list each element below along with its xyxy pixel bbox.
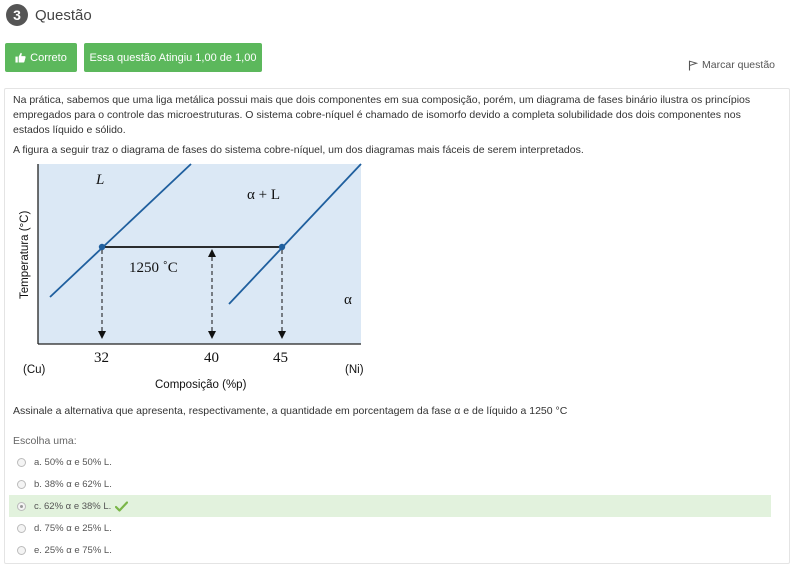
option-c[interactable] bbox=[9, 495, 771, 517]
tick-45: 45 bbox=[273, 350, 288, 366]
option-e[interactable] bbox=[9, 539, 771, 561]
tie-point-left bbox=[99, 244, 105, 250]
option-d[interactable] bbox=[9, 517, 771, 539]
x-axis-label: Composição (%p) bbox=[155, 379, 247, 391]
intro-paragraph: Na prática, sabemos que uma liga metálica possui mais que dois componentes em sua composição, porém, um diagrama de fases binário ilustra os princípios empregados para o controle das microestruturas. O sistema cobre-níquel é chamado de isomorfo devido a completa solubilidade dos dois componentes nos estados líquido e sólido. bbox=[13, 94, 751, 136]
option-a[interactable] bbox=[9, 451, 771, 473]
option-a-radio[interactable] bbox=[17, 458, 26, 467]
option-b[interactable] bbox=[9, 473, 771, 495]
option-c-radio[interactable] bbox=[17, 502, 26, 511]
phase-diagram bbox=[5, 159, 385, 394]
option-b-label: b. 38% α e 62% L. bbox=[34, 478, 112, 490]
label-liquid: L bbox=[96, 172, 105, 188]
option-d-radio[interactable] bbox=[17, 524, 26, 533]
option-c-label: c. 62% α e 38% L. bbox=[34, 500, 112, 512]
label-alpha: α bbox=[344, 292, 352, 308]
question-prompt: Assinale a alternativa que apresenta, respectivamente, a quantidade em porcentagem da fase α e de líquido a 1250 °C bbox=[13, 405, 568, 417]
option-b-radio[interactable] bbox=[17, 480, 26, 489]
option-d-label: d. 75% α e 25% L. bbox=[34, 522, 112, 534]
diagram-plot-area bbox=[38, 164, 361, 344]
label-temperature: 1250 ˚C bbox=[129, 260, 178, 276]
grade-label: Essa questão Atingiu 1,00 de 1,00 bbox=[89, 51, 257, 64]
correct-status-label: Correto bbox=[30, 51, 67, 64]
figure-intro-paragraph: A figura a seguir traz o diagrama de fases do sistema cobre-níquel, um dos diagramas mais fáceis de serem interpretados. bbox=[13, 144, 584, 156]
flag-icon bbox=[688, 60, 698, 71]
tick-40: 40 bbox=[204, 350, 219, 366]
tie-point-right bbox=[279, 244, 285, 250]
question-header bbox=[6, 4, 92, 26]
question-number-badge: 3 bbox=[6, 4, 28, 26]
thumbs-up-icon bbox=[15, 52, 26, 63]
flag-question-label: Marcar questão bbox=[702, 59, 775, 71]
tick-32: 32 bbox=[94, 350, 109, 366]
option-e-radio[interactable] bbox=[17, 546, 26, 555]
x-right-label: (Ni) bbox=[345, 364, 364, 376]
answer-options bbox=[9, 451, 771, 561]
flag-question-link[interactable] bbox=[688, 59, 775, 71]
label-two-phase: α + L bbox=[247, 187, 280, 203]
question-content-panel bbox=[4, 88, 790, 564]
option-e-label: e. 25% α e 75% L. bbox=[34, 544, 112, 556]
y-axis-label: Temperatura (°C) bbox=[19, 210, 31, 299]
correct-status-button[interactable] bbox=[5, 43, 77, 72]
check-icon bbox=[115, 501, 128, 512]
grade-button[interactable] bbox=[84, 43, 262, 72]
choose-label: Escolha uma: bbox=[13, 435, 77, 447]
question-title: Questão bbox=[35, 6, 92, 24]
x-left-label: (Cu) bbox=[23, 364, 46, 376]
option-a-label: a. 50% α e 50% L. bbox=[34, 456, 112, 468]
